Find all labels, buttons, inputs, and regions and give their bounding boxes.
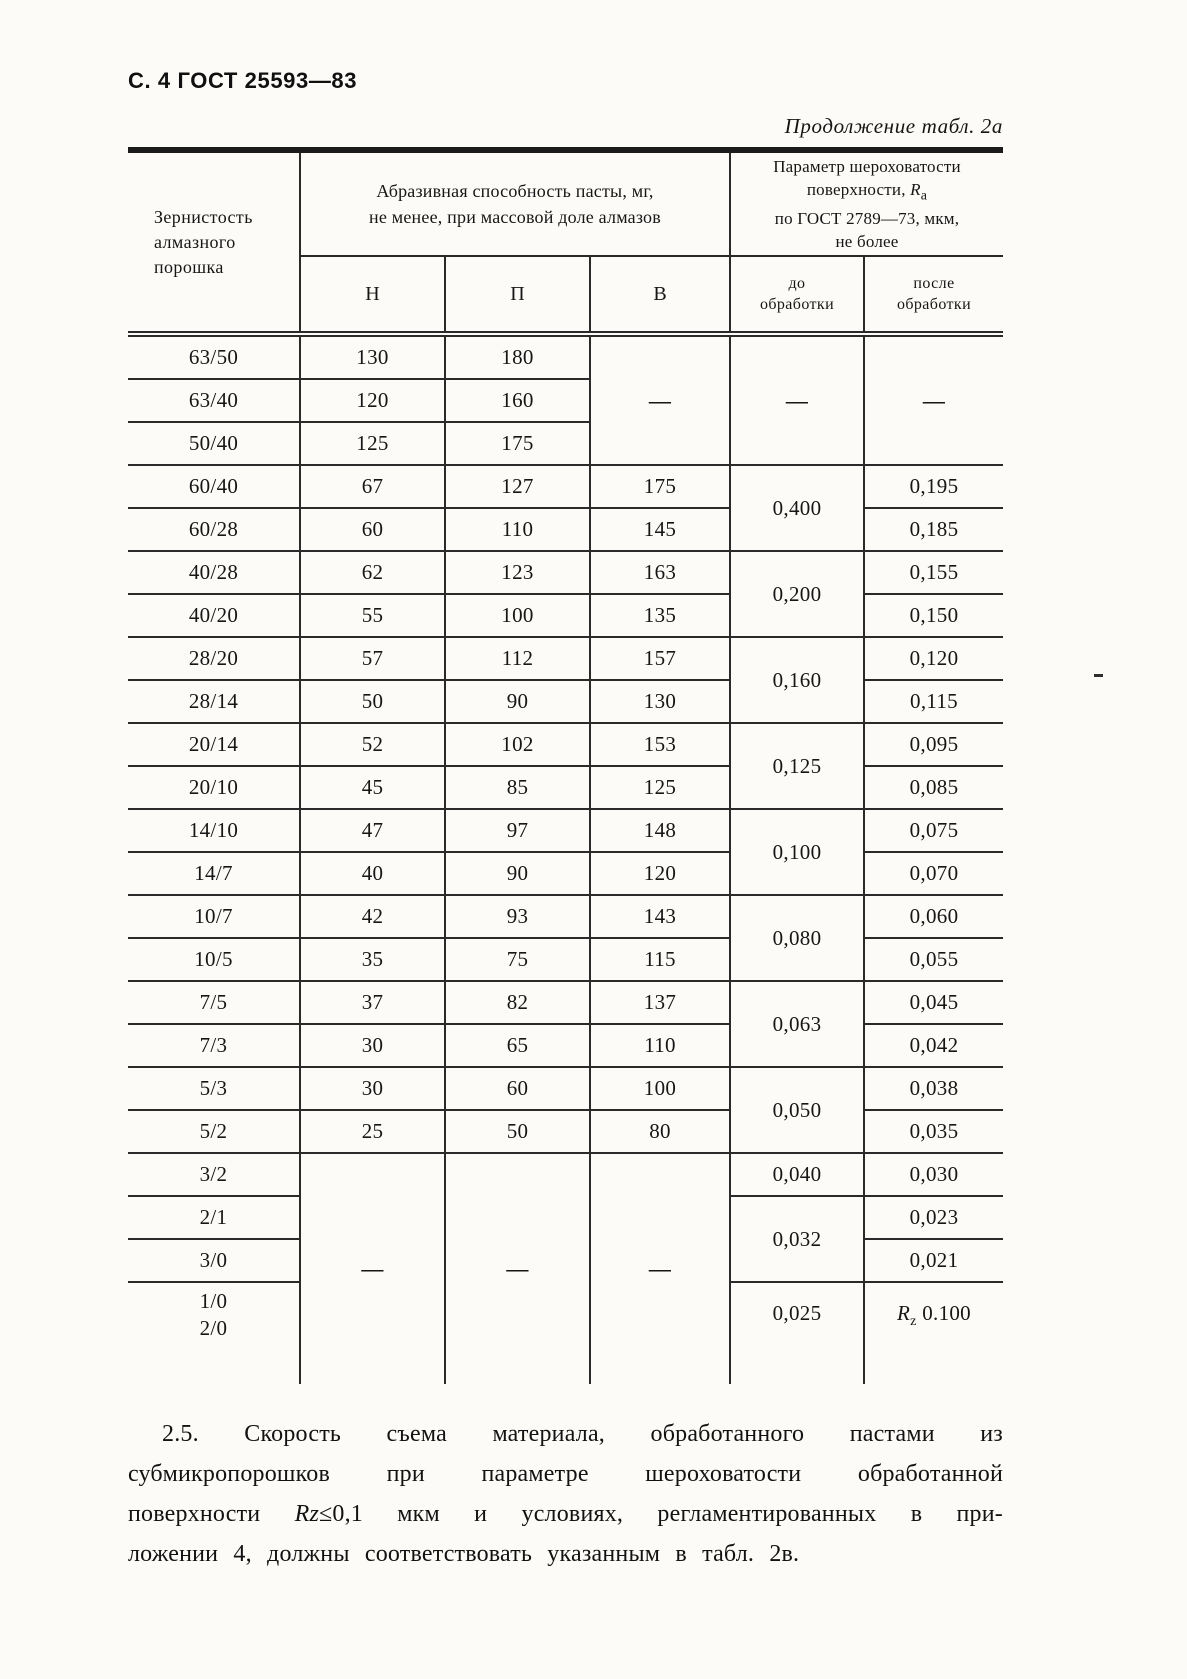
value-cell: 0,100 [730, 809, 864, 895]
value-cell: 82 [445, 981, 590, 1024]
grain-size-cell: 10/7 [128, 895, 300, 938]
value-cell: 0,030 [864, 1153, 1003, 1196]
value-cell: 0,050 [730, 1067, 864, 1153]
table-row [128, 680, 1003, 723]
value-cell: 62 [300, 551, 445, 594]
header-line: Зернистость [154, 206, 253, 227]
value-cell: 75 [445, 938, 590, 981]
value-cell: 0,080 [730, 895, 864, 981]
value-cell: 102 [445, 723, 590, 766]
grain-size-cell: 1/0 2/0 [128, 1282, 300, 1384]
header-line: не менее, при массовой доле алмазов [369, 207, 661, 227]
value-cell: 37 [300, 981, 445, 1024]
dash-cell: — [300, 1153, 445, 1384]
value-cell: 0,075 [864, 809, 1003, 852]
value-cell: 45 [300, 766, 445, 809]
value-cell: 125 [300, 422, 445, 465]
value-cell: 0,040 [730, 1153, 864, 1196]
value-cell: 175 [590, 465, 730, 508]
value-cell: 80 [590, 1110, 730, 1153]
value-cell: 100 [590, 1067, 730, 1110]
value-cell: 85 [445, 766, 590, 809]
grain-size-cell: 3/0 [128, 1239, 300, 1282]
value-cell: 55 [300, 594, 445, 637]
paragraph-line: ложении 4, должны соответствовать указанным в табл. 2в. [128, 1541, 800, 1567]
value-cell: 0,115 [864, 680, 1003, 723]
grain-size-cell: 40/20 [128, 594, 300, 637]
value-cell: 0,185 [864, 508, 1003, 551]
value-cell: 42 [300, 895, 445, 938]
table-row [128, 1110, 1003, 1153]
value-cell: 143 [590, 895, 730, 938]
value-cell: 0,042 [864, 1024, 1003, 1067]
header-line: поверхности, [806, 179, 911, 199]
value-cell: 40 [300, 852, 445, 895]
value-cell: 60 [445, 1067, 590, 1110]
grain-size-cell: 10/5 [128, 938, 300, 981]
ra-subscript: a [920, 188, 928, 204]
value-cell: 110 [590, 1024, 730, 1067]
grain-size-cell: 5/2 [128, 1110, 300, 1153]
column-v-header: В [590, 256, 730, 334]
value-cell: 0,400 [730, 465, 864, 551]
table-row [128, 981, 1003, 1024]
table-row [128, 551, 1003, 594]
table-row [128, 809, 1003, 852]
value-cell: 0,021 [864, 1239, 1003, 1282]
value-cell: 52 [300, 723, 445, 766]
column-n-header: Н [300, 256, 445, 334]
ra-symbol: R [910, 179, 921, 199]
grain-size-cell: 28/20 [128, 637, 300, 680]
value-cell: 0,060 [864, 895, 1003, 938]
value-cell: $R_z$ 0.100 [864, 1282, 1003, 1384]
grain-size-cell: 28/14 [128, 680, 300, 723]
value-cell: 153 [590, 723, 730, 766]
value-cell: 112 [445, 637, 590, 680]
value-cell: 0,063 [730, 981, 864, 1067]
value-cell: 180 [445, 334, 590, 379]
value-cell: 65 [445, 1024, 590, 1067]
value-cell: 127 [445, 465, 590, 508]
table-continuation-note: Продолжение табл. 2а [784, 114, 1003, 138]
paragraph-line: субмикропорошков при параметре шероховатости обработанной [128, 1461, 1003, 1487]
header-line: до [788, 275, 806, 292]
grain-size-cell: 2/1 [128, 1196, 300, 1239]
abrasive-roughness-table [128, 153, 1003, 1384]
value-cell: 110 [445, 508, 590, 551]
value-cell: 160 [445, 379, 590, 422]
value-cell: 0,155 [864, 551, 1003, 594]
value-cell: 93 [445, 895, 590, 938]
table-row [128, 895, 1003, 938]
header-line: Абразивная способность пасты, мг, [376, 181, 654, 201]
grain-size-cell: 40/28 [128, 551, 300, 594]
header-line: по ГОСТ 2789—73, мкм, [774, 209, 960, 229]
value-cell: 125 [590, 766, 730, 809]
value-cell: 25 [300, 1110, 445, 1153]
value-cell: 157 [590, 637, 730, 680]
value-cell: 0,085 [864, 766, 1003, 809]
header-line: после [913, 275, 955, 292]
scan-artifact [1094, 674, 1103, 677]
value-cell: 130 [300, 334, 445, 379]
table-row [128, 1024, 1003, 1067]
roughness-parameter-header [730, 153, 1003, 256]
value-cell: 135 [590, 594, 730, 637]
dash-cell: — [590, 334, 730, 465]
value-cell: 97 [445, 809, 590, 852]
value-cell: 50 [300, 680, 445, 723]
value-cell: 50 [445, 1110, 590, 1153]
value-cell: 115 [590, 938, 730, 981]
value-cell: 0,055 [864, 938, 1003, 981]
value-cell: 30 [300, 1067, 445, 1110]
table-row [128, 938, 1003, 981]
dash-cell: — [730, 334, 864, 465]
column-p-header: П [445, 256, 590, 334]
grain-size-cell: 7/5 [128, 981, 300, 1024]
clause-2-5-paragraph [128, 1414, 1003, 1574]
dash-cell: — [590, 1153, 730, 1384]
value-cell: 0,160 [730, 637, 864, 723]
header-line: порошка [154, 256, 224, 277]
value-cell: 35 [300, 938, 445, 981]
value-cell: 120 [300, 379, 445, 422]
value-cell: 0,025 [730, 1282, 864, 1384]
table-row [128, 766, 1003, 809]
value-cell: 137 [590, 981, 730, 1024]
rz-symbol: Rz [294, 1501, 319, 1527]
value-cell: 175 [445, 422, 590, 465]
value-cell: 100 [445, 594, 590, 637]
value-cell: 0,023 [864, 1196, 1003, 1239]
value-cell: 0,070 [864, 852, 1003, 895]
value-cell: 60 [300, 508, 445, 551]
grain-size-cell: 63/50 [128, 334, 300, 379]
paragraph-line: поверхности Rz≤0,1 мкм и условиях, регламентированных в при- [128, 1501, 1003, 1527]
header-line: обработки [896, 296, 972, 313]
table-row [128, 508, 1003, 551]
table-row [128, 594, 1003, 637]
value-cell: 67 [300, 465, 445, 508]
value-cell: 0,120 [864, 637, 1003, 680]
grain-size-cell: 63/40 [128, 379, 300, 422]
grain-size-cell: 60/28 [128, 508, 300, 551]
grain-size-cell: 20/10 [128, 766, 300, 809]
value-cell: 123 [445, 551, 590, 594]
grain-size-cell: 20/14 [128, 723, 300, 766]
header-line: Параметр шероховатости [773, 156, 961, 176]
grain-size-cell: 50/40 [128, 422, 300, 465]
abrasive-capability-header [300, 153, 730, 256]
grain-size-cell: 3/2 [128, 1153, 300, 1196]
dash-cell: — [445, 1153, 590, 1384]
table-row [128, 637, 1003, 680]
grain-size-cell: 14/7 [128, 852, 300, 895]
value-cell: 0,045 [864, 981, 1003, 1024]
value-cell: 163 [590, 551, 730, 594]
value-cell: 30 [300, 1024, 445, 1067]
grain-size-cell: 14/10 [128, 809, 300, 852]
value-cell: 120 [590, 852, 730, 895]
table-row [128, 334, 1003, 379]
table-row [128, 465, 1003, 508]
value-cell: 0,095 [864, 723, 1003, 766]
dash-cell: — [864, 334, 1003, 465]
value-cell: 0,195 [864, 465, 1003, 508]
header-line: не более [835, 232, 899, 252]
table-row [128, 1153, 1003, 1196]
grain-size-cell: 60/40 [128, 465, 300, 508]
grain-size-cell: 5/3 [128, 1067, 300, 1110]
value-cell: 145 [590, 508, 730, 551]
grain-size-header [128, 153, 300, 334]
value-cell: 90 [445, 852, 590, 895]
value-cell: 0,035 [864, 1110, 1003, 1153]
table-row [128, 852, 1003, 895]
value-cell: 0,200 [730, 551, 864, 637]
table-row [128, 1067, 1003, 1110]
value-cell: 47 [300, 809, 445, 852]
value-cell: 57 [300, 637, 445, 680]
value-cell: 0,150 [864, 594, 1003, 637]
header-line: алмазного [154, 231, 236, 252]
value-cell: 0,032 [730, 1196, 864, 1282]
after-processing-header [864, 256, 1003, 334]
value-cell: 130 [590, 680, 730, 723]
value-cell: 90 [445, 680, 590, 723]
paragraph-line: 2.5. Скорость съема материала, обработанного пастами из [162, 1421, 1003, 1447]
value-cell: 0,038 [864, 1067, 1003, 1110]
before-processing-header [730, 256, 864, 334]
table-row [128, 723, 1003, 766]
grain-size-cell: 7/3 [128, 1024, 300, 1067]
header-line: обработки [759, 296, 835, 313]
value-cell: 0,125 [730, 723, 864, 809]
value-cell: 148 [590, 809, 730, 852]
page-header: С. 4 ГОСТ 25593—83 [128, 68, 358, 93]
